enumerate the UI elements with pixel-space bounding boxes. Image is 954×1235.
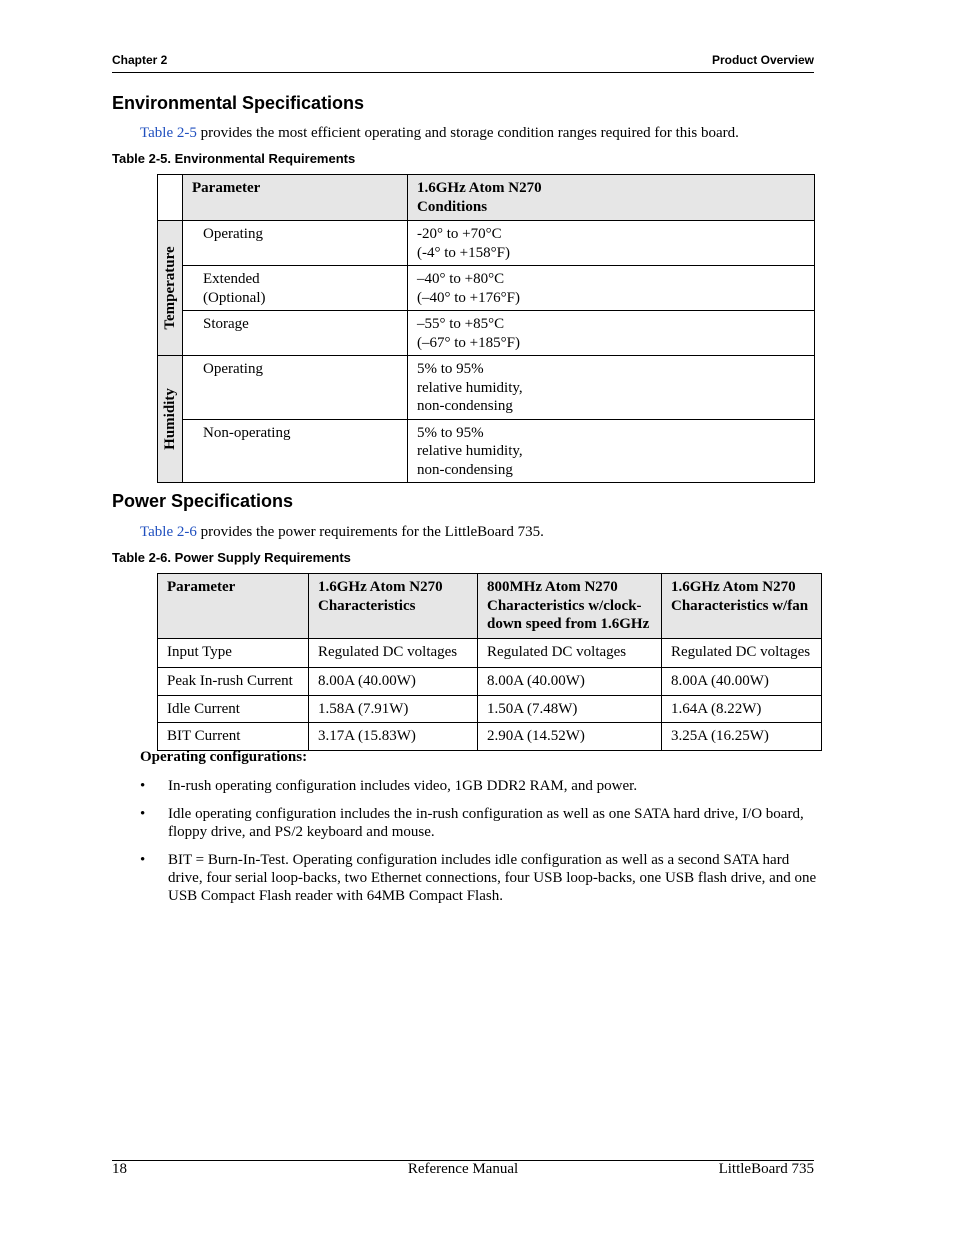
bullet-glyph: • bbox=[140, 806, 146, 822]
power-heading: Power Specifications bbox=[112, 491, 294, 511]
table-row bbox=[158, 639, 822, 668]
page-number: 18 bbox=[112, 1161, 127, 1177]
table-row bbox=[158, 266, 815, 311]
table-cell: Peak In-rush Current bbox=[158, 668, 309, 696]
value-cell: –55° to +85°C (–67° to +185°F) bbox=[408, 311, 815, 356]
table-cell: 3.17A (15.83W) bbox=[309, 723, 478, 751]
table-header-row bbox=[158, 574, 822, 639]
table-cell: Idle Current bbox=[158, 695, 309, 723]
bullet-text: Idle operating configuration includes the in-rush configuration as well as one SATA hard drive, I/O board, floppy drive, and PS/2 keyboard and mouse. bbox=[168, 806, 804, 840]
value-cell: -20° to +70°C (-4° to +158°F) bbox=[408, 221, 815, 266]
header-parameter: Parameter bbox=[183, 175, 408, 221]
temperature-group-cell: Temperature bbox=[158, 221, 183, 356]
operating-configurations-title: Operating configurations: bbox=[140, 749, 308, 765]
table-cell: 8.00A (40.00W) bbox=[309, 668, 478, 696]
table-row bbox=[158, 419, 815, 483]
table-2-5-link[interactable]: Table 2-5 bbox=[140, 125, 197, 141]
value-cell: 5% to 95% relative humidity, non-condensing bbox=[408, 419, 815, 483]
table-row bbox=[158, 221, 815, 266]
table-cell: Regulated DC voltages bbox=[309, 639, 478, 668]
table-cell: 3.25A (16.25W) bbox=[662, 723, 822, 751]
param-cell: Extended (Optional) bbox=[183, 266, 408, 311]
value-cell: –40° to +80°C (–40° to +176°F) bbox=[408, 266, 815, 311]
section-label: Product Overview bbox=[711, 53, 814, 67]
param-cell: Non-operating bbox=[183, 419, 408, 483]
header-parameter: Parameter bbox=[158, 574, 309, 639]
table-cell: 2.90A (14.52W) bbox=[478, 723, 662, 751]
table-row bbox=[158, 311, 815, 356]
bullet-text: BIT = Burn-In-Test. Operating configuration includes idle configuration as well as a second SATA hard drive, four serial loop-backs, two Ethernet connections, four USB loop-backs, one USB flash drive, and one USB Compact Flash reader with 64MB Compact Flash. bbox=[168, 852, 817, 904]
table-cell: 8.00A (40.00W) bbox=[662, 668, 822, 696]
table-cell: 1.64A (8.22W) bbox=[662, 695, 822, 723]
bullet-glyph: • bbox=[140, 852, 146, 868]
product-name: LittleBoard 735 bbox=[718, 1161, 814, 1177]
running-footer bbox=[112, 1160, 814, 1181]
env-intro: Table 2-5 provides the most efficient operating and storage condition ranges required for this board. bbox=[140, 125, 739, 141]
power-intro: Table 2-6 provides the power requirements for the LittleBoard 735. bbox=[140, 524, 544, 540]
table-cell: 1.50A (7.48W) bbox=[478, 695, 662, 723]
table-cell: 1.58A (7.91W) bbox=[309, 695, 478, 723]
header-col-1: 1.6GHz Atom N270 Characteristics bbox=[309, 574, 478, 639]
power-table bbox=[157, 573, 822, 751]
table-cell: BIT Current bbox=[158, 723, 309, 751]
table-cell: Regulated DC voltages bbox=[478, 639, 662, 668]
table-row bbox=[158, 668, 822, 696]
table-cell: Regulated DC voltages bbox=[662, 639, 822, 668]
env-heading: Environmental Specifications bbox=[112, 93, 365, 113]
env-table-caption: Table 2-5. Environmental Requirements bbox=[112, 151, 356, 166]
humidity-group-cell: Humidity bbox=[158, 356, 183, 483]
table-2-6-link[interactable]: Table 2-6 bbox=[140, 524, 197, 540]
running-header bbox=[112, 52, 814, 73]
table-header-row bbox=[158, 175, 815, 221]
group-header-cell bbox=[158, 175, 183, 221]
table-row bbox=[158, 723, 822, 751]
param-cell: Operating bbox=[183, 356, 408, 420]
value-cell: 5% to 95% relative humidity, non-condensing bbox=[408, 356, 815, 420]
param-cell: Operating bbox=[183, 221, 408, 266]
table-row bbox=[158, 356, 815, 420]
header-col-2: 800MHz Atom N270 Characteristics w/clock- down speed from 1.6GHz bbox=[478, 574, 662, 639]
chapter-label: Chapter 2 bbox=[112, 53, 168, 67]
table-row bbox=[158, 695, 822, 723]
header-col-3: 1.6GHz Atom N270 Characteristics w/fan bbox=[662, 574, 822, 639]
param-cell: Storage bbox=[183, 311, 408, 356]
manual-title: Reference Manual bbox=[407, 1161, 519, 1177]
power-table-caption: Table 2-6. Power Supply Requirements bbox=[112, 550, 351, 565]
bullet-text: In-rush operating configuration includes video, 1GB DDR2 RAM, and power. bbox=[168, 778, 638, 794]
bullet-glyph: • bbox=[140, 778, 146, 794]
table-cell: Input Type bbox=[158, 639, 309, 668]
environmental-table bbox=[157, 174, 815, 483]
header-conditions: 1.6GHz Atom N270 Conditions bbox=[408, 175, 815, 221]
table-cell: 8.00A (40.00W) bbox=[478, 668, 662, 696]
